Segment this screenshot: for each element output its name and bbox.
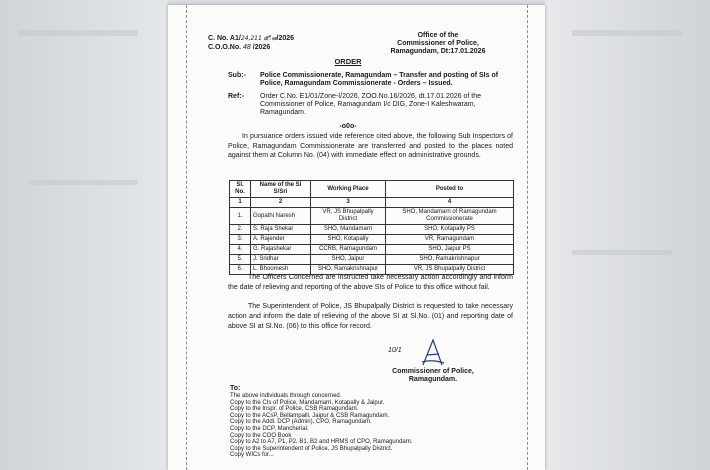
table-cell: A. Rajender	[251, 235, 311, 245]
subject-label: Sub:-	[228, 72, 246, 79]
table-cell: SHO, Mandamarri	[311, 225, 386, 235]
table-colnum-row	[230, 198, 514, 208]
copy-list	[230, 393, 412, 459]
margin-line-left	[186, 5, 187, 470]
list-item: Copy to the COO Book	[230, 432, 292, 439]
signature-date: 10/1	[388, 347, 402, 354]
table-cell: 6.	[230, 265, 251, 275]
ref-number-line1: C. No. A1/24,211 జో.ఆ/2026	[208, 35, 295, 42]
table-cell: SHO, Kotapally PS	[386, 225, 514, 235]
table-cell: J. Sridhar	[251, 255, 311, 265]
background-right	[545, 0, 710, 470]
table-row	[230, 225, 514, 235]
table-cell: VR, JS Bhupalpally District	[311, 208, 386, 225]
table-cell: CCRB, Ramagundam	[311, 245, 386, 255]
document-page	[168, 5, 545, 470]
list-item: Copy to the Addl. DCP (Admin), CPO, Ramagundam.	[230, 419, 372, 426]
list-item: Copy to A2 to A7, P1, P2, B1, B2 and HRMS of CPO, Ramagundam.	[230, 439, 413, 446]
table-cell: SHO, Mandamarri of Ramagundam Commissionerate	[386, 208, 514, 225]
table-cell: 3.	[230, 235, 251, 245]
table-header-row	[230, 181, 514, 198]
list-item: Copy to the CIs of Police, Mandamarri, Kotapally & Jaipur.	[230, 399, 385, 406]
list-item: Copy to the Superintendent of Police, JS Bhupalpally District.	[230, 445, 393, 452]
list-item: The above individuals through concerned.	[230, 393, 342, 399]
office-block: Office of the Commissioner of Police, Ramagundam, Dt:17.01.2026	[390, 32, 486, 55]
to-label: To:	[230, 385, 241, 392]
transfer-table	[229, 180, 514, 275]
table-cell: L. Bhoomesh	[251, 265, 311, 275]
reference-text: Order C.No. E1/01/Zone-I/2026, ZOO.No.16/2026, dt.17.01.2026 of the Commissioner of Police, Ramagundam I/c DIG, Zone-I Kaleshwaram, Ramagundam.	[260, 93, 482, 116]
table-cell: SHO, Ramakrishnapur	[311, 265, 386, 275]
table-header-cell: Working Place	[311, 181, 386, 198]
table-colnum-cell: 1	[230, 198, 251, 208]
blurred-text-right	[572, 250, 672, 255]
separator: -o0o-	[339, 123, 357, 130]
table-cell: VR, JS Bhupalpally District	[386, 265, 514, 275]
list-item: Copy to the Inspr. of Police, CSB Ramagundam.	[230, 406, 359, 413]
table-cell: 1.	[230, 208, 251, 225]
table-colnum-cell: 2	[251, 198, 311, 208]
table-header-cell: Posted to	[386, 181, 514, 198]
blurred-text-left	[28, 180, 138, 185]
signature-block: Commissioner of Police, Ramagundam.	[392, 368, 474, 383]
table-row	[230, 208, 514, 225]
signature-mark-icon	[420, 337, 446, 367]
officers-paragraph: The Officers Concerned are instructed take necessary action accordingly and inform the date of relieving and reporting of the above SIs of Police to this office without fail.	[228, 274, 513, 291]
subject-text: Police Commissionerate, Ramagundam – Transfer and posting of SIs of Police, Ramagundam Commissionerate - Orders – Issued.	[260, 72, 499, 87]
table-cell: G. Rajashekar	[251, 245, 311, 255]
table-cell: S. Raja Shekar	[251, 225, 311, 235]
table-header-cell: Sl. No.	[230, 181, 251, 198]
table-cell: Gopathi Naresh	[251, 208, 311, 225]
margin-line-right	[527, 5, 528, 470]
table-cell: SHO, Kotapally	[311, 235, 386, 245]
table-header-cell: Name of the SI S/Sri	[251, 181, 311, 198]
table-cell: 4.	[230, 245, 251, 255]
table-row	[230, 245, 514, 255]
reference-label: Ref:-	[228, 93, 244, 100]
table-cell: SHO, Ramakrishnapur	[386, 255, 514, 265]
intro-paragraph: In pursuance orders issued vide reference cited above, the following Sub Inspectors of Police, Ramagundam Commissionerate are transferred and posted to the places noted against them at Column No. (04) with immediate effect on administrative grounds.	[228, 133, 513, 159]
table-colnum-cell: 4	[386, 198, 514, 208]
background-left	[0, 0, 168, 470]
blurred-text-left	[18, 30, 138, 36]
order-title: ORDER	[334, 57, 362, 66]
ref-number-line2: C.O.O.No. 48 /2026	[208, 44, 271, 51]
sp-paragraph: The Superintendent of Police, JS Bhupalpally District is requested to take necessary action and inform the date of relieving of the above SI at Sl.No. (01) and reporting date of above SI at Sl.No. (06) to this office for record.	[228, 303, 513, 330]
list-item: Copy to the DCP, Mancherial.	[230, 425, 309, 432]
table-row	[230, 255, 514, 265]
table-cell: 5.	[230, 255, 251, 265]
table-colnum-cell: 3	[311, 198, 386, 208]
table-cell: SHO, Jaipur PS	[386, 245, 514, 255]
table-cell: 2.	[230, 225, 251, 235]
list-item: Copy WICs for...	[230, 452, 274, 459]
blurred-text-right	[572, 30, 682, 36]
table-cell: SHO, Jaipur	[311, 255, 386, 265]
table-row	[230, 235, 514, 245]
table-cell: VR, Ramagundam	[386, 235, 514, 245]
list-item: Copy to the ACsP, Bellampalli, Jaipur & CSB Ramagundam.	[230, 412, 390, 419]
